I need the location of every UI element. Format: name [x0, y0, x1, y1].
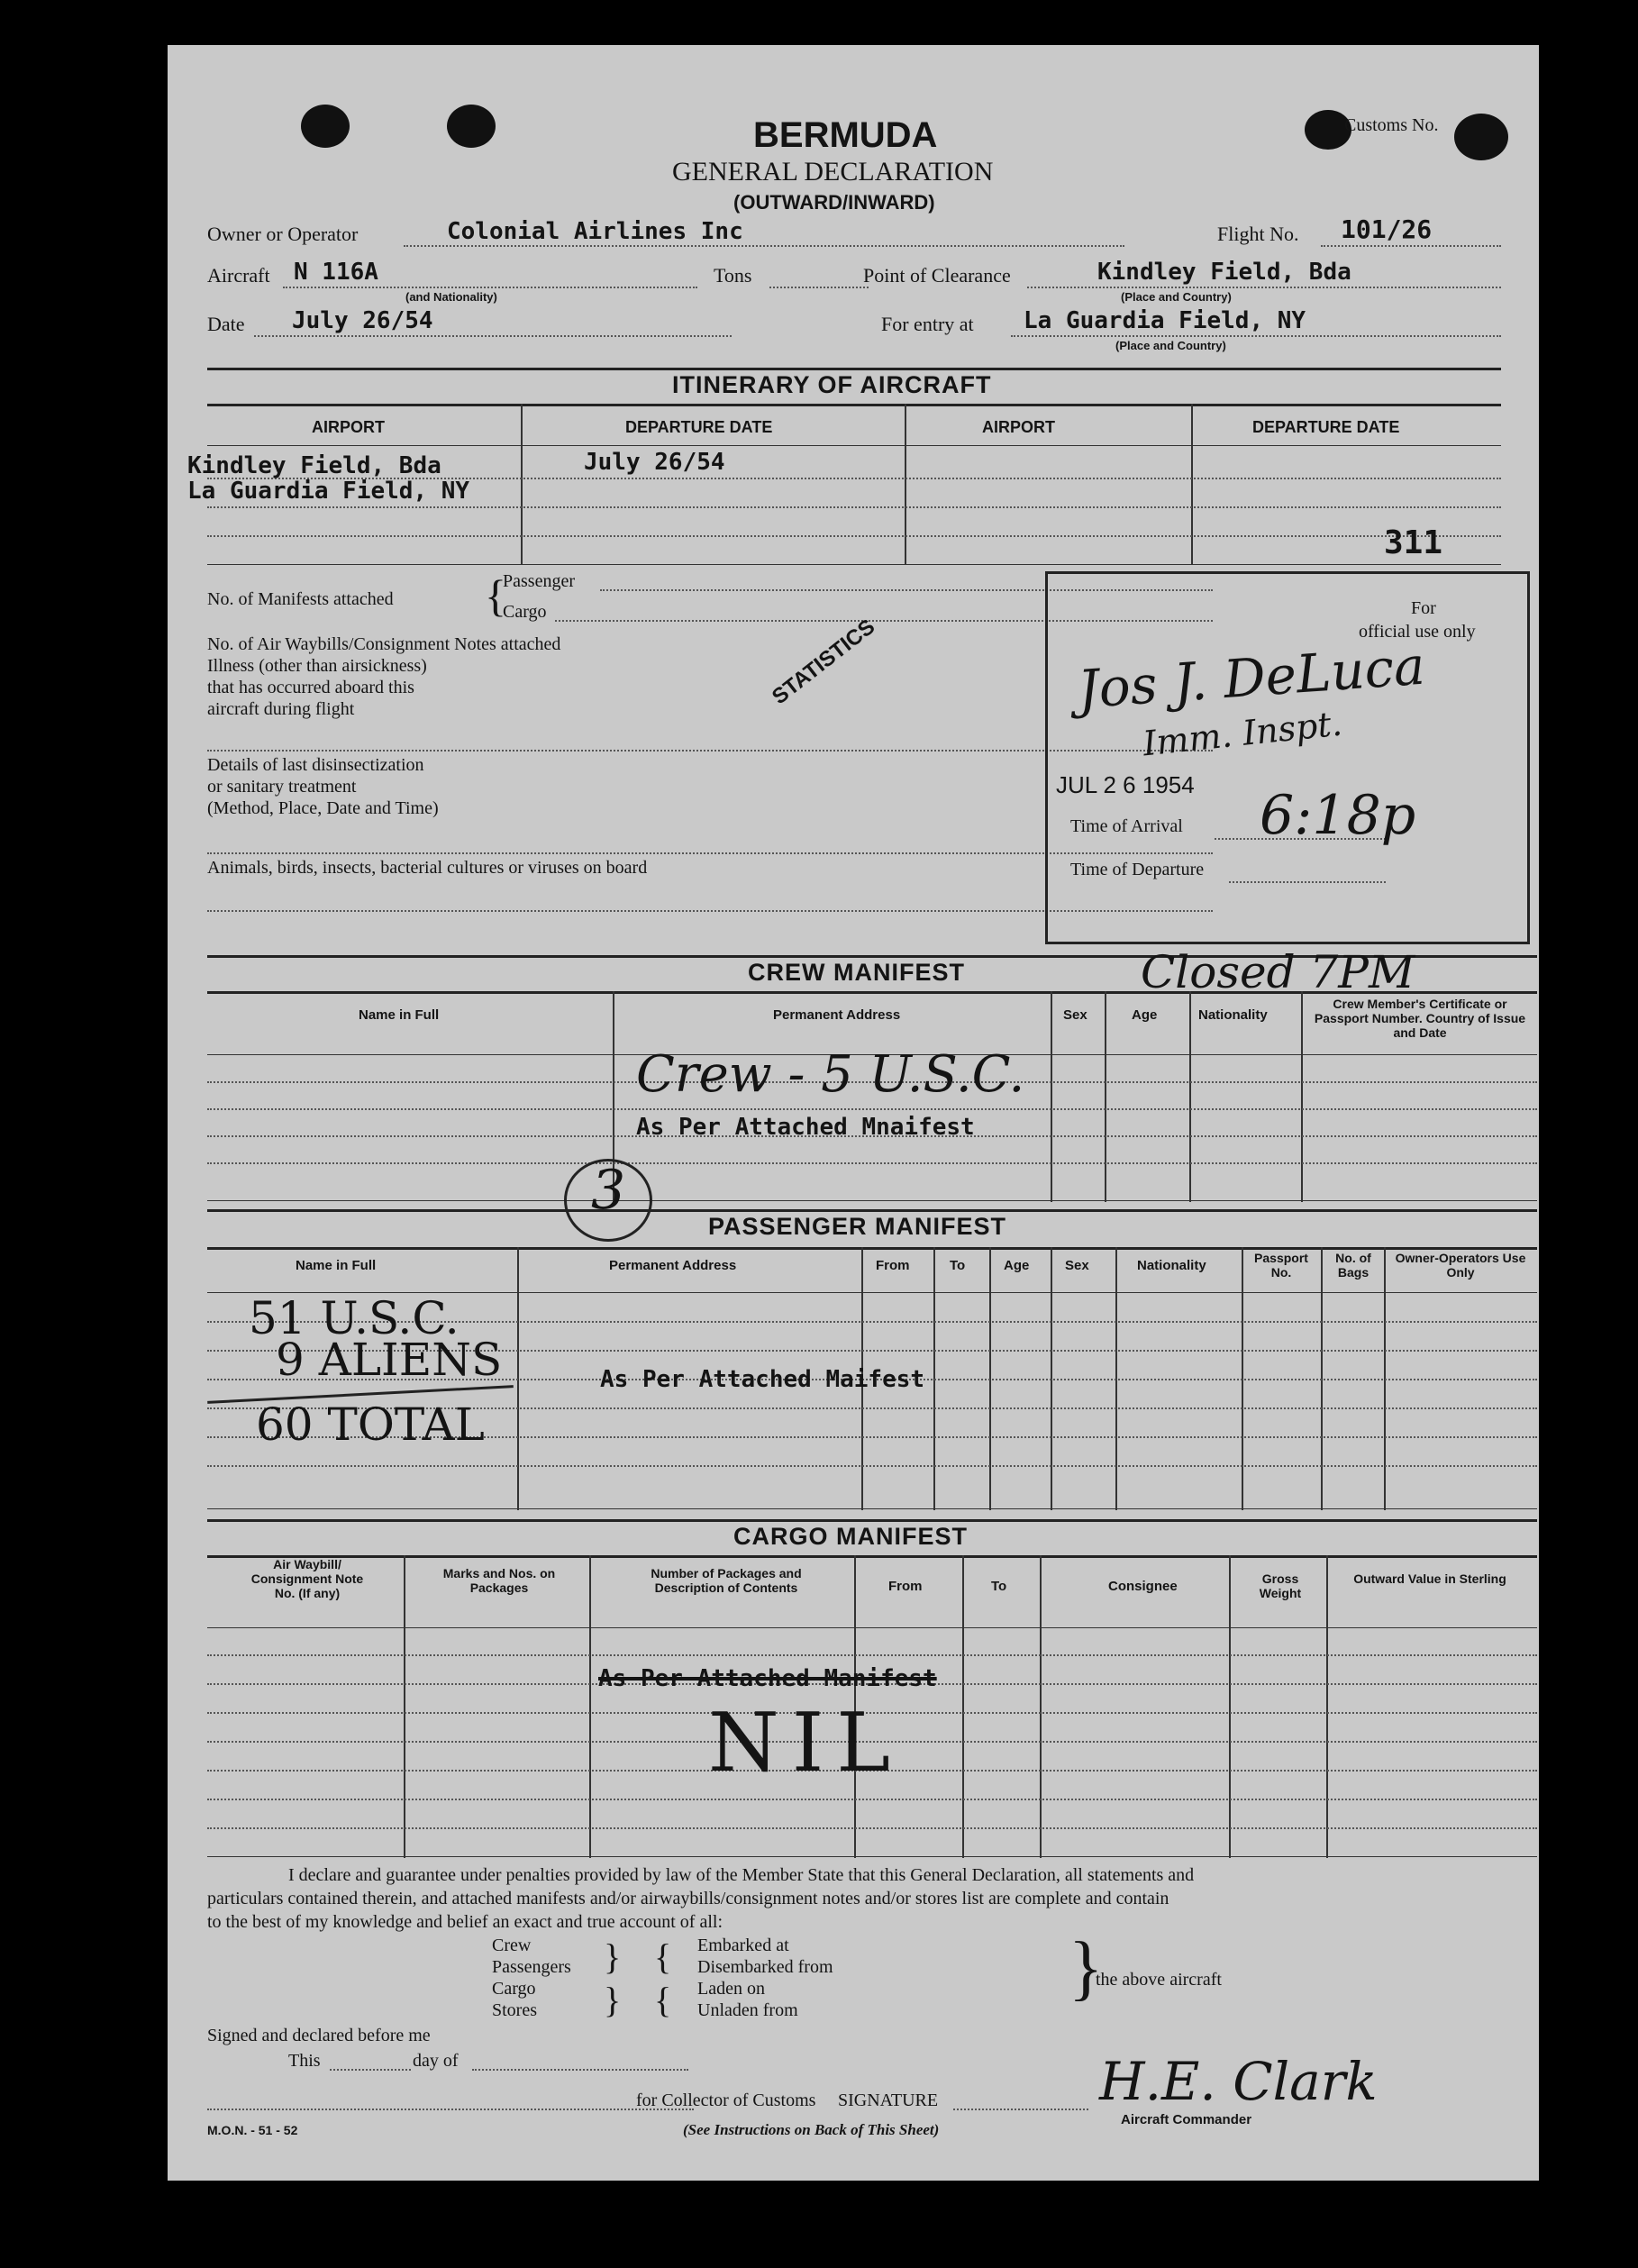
aircraft-label: Aircraft — [207, 264, 270, 287]
signature-label: SIGNATURE — [838, 2090, 939, 2110]
passenger-header-age: Age — [1004, 1258, 1030, 1273]
day-of-label: day of — [413, 2051, 459, 2071]
decl-item-embarked: Embarked at — [697, 1936, 789, 1955]
flight-value: 101/26 — [1341, 214, 1433, 244]
animals-label: Animals, birds, insects, bacterial cultures or viruses on board — [207, 858, 648, 878]
decl-brace-1: } — [604, 1936, 622, 1977]
itinerary-header-departure-2: DEPARTURE DATE — [1252, 418, 1400, 436]
cargo-header-value: Outward Value in Sterling — [1353, 1571, 1506, 1586]
itinerary-header-airport-2: AIRPORT — [982, 418, 1055, 436]
declaration-line-3: to the best of my knowledge and belief an exact and true account of all: — [207, 1912, 723, 1932]
crew-header-address: Permanent Address — [773, 1007, 901, 1023]
itinerary-title: ITINERARY OF AIRCRAFT — [672, 371, 992, 398]
official-signature: Jos J. DeLuca — [1076, 634, 1427, 721]
passenger-header-address: Permanent Address — [609, 1258, 737, 1273]
declaration-line-1: I declare and guarantee under penalties provided by law of the Member State that this General Declaration, all statements and — [288, 1865, 1195, 1885]
aircraft-sub: (and Nationality) — [405, 290, 497, 304]
decl-item-cargo: Cargo — [492, 1979, 536, 1999]
passenger-hand-2: 9 ALIENS — [276, 1334, 503, 1386]
manifests-label: No. of Manifests attached — [207, 589, 394, 609]
passenger-hand-3: 60 TOTAL — [256, 1398, 485, 1451]
decl-item-stores: Stores — [492, 2000, 537, 2020]
decl-item-unladen: Unladen from — [697, 2000, 798, 2020]
punch-hole-corner — [1454, 114, 1508, 160]
entry-label: For entry at — [881, 313, 974, 335]
decl-brace-2: } — [604, 1980, 622, 2020]
official-use-label: official use only — [1359, 622, 1476, 642]
passenger-header-from: From — [876, 1258, 910, 1273]
crew-typed: As Per Attached Mnaifest — [636, 1114, 975, 1141]
date-stamp: JUL 2 6 1954 — [1056, 771, 1195, 798]
disinsect-line-1: Details of last disinsectization — [207, 755, 424, 775]
owner-value: Colonial Airlines Inc — [447, 218, 743, 245]
illness-line-1: Illness (other than airsickness) — [207, 656, 427, 676]
decl-item-passengers: Passengers — [492, 1957, 571, 1977]
cargo-struck-text: As Per Attached Manifest — [598, 1665, 937, 1692]
cargo-header-consignee: Consignee — [1108, 1579, 1178, 1594]
punch-hole-middle — [447, 105, 496, 148]
statistics-stamp: STATISTICS — [768, 614, 880, 710]
this-label: This — [288, 2051, 321, 2071]
cargo-count-label: Cargo — [503, 602, 547, 622]
cargo-header-description: Number of Packages and Description of Contents — [651, 1566, 802, 1596]
above-aircraft-label: the above aircraft — [1096, 1970, 1222, 1990]
passenger-typed: As Per Attached Maifest — [600, 1366, 925, 1393]
passenger-hand-1: 51 U.S.C. — [249, 1292, 460, 1344]
aircraft-value: N 116A — [294, 259, 378, 286]
waybills-label: No. of Air Waybills/Consignment Notes attached — [207, 634, 561, 654]
date-label: Date — [207, 313, 245, 335]
official-for-label: For — [1411, 598, 1436, 618]
instructions-note: (See Instructions on Back of This Sheet) — [683, 2121, 940, 2138]
departure-time-label: Time of Departure — [1070, 860, 1205, 879]
customs-no-label: Customs No. — [1344, 115, 1439, 135]
form-direction: (OUTWARD/INWARD) — [733, 191, 935, 214]
flight-label: Flight No. — [1217, 223, 1299, 245]
owner-label: Owner or Operator — [207, 223, 359, 245]
passenger-header-passport: Passport No. — [1254, 1251, 1308, 1280]
crew-closed-note: Closed 7PM — [1141, 946, 1415, 998]
passenger-header-to: To — [950, 1258, 966, 1273]
passenger-count-label: Passenger — [503, 571, 575, 591]
decl-item-laden: Laden on — [697, 1979, 765, 1999]
decl-brace-4: { — [654, 1980, 672, 2020]
cargo-hand-nil: NIL — [708, 1696, 904, 1790]
crew-header-sex: Sex — [1063, 1007, 1087, 1023]
passenger-title: PASSENGER MANIFEST — [708, 1213, 1007, 1240]
cargo-header-waybill: Air Waybill/ Consignment Note No. (If any) — [250, 1557, 364, 1601]
cargo-header-weight: Gross Weight — [1259, 1571, 1302, 1601]
arrival-label: Time of Arrival — [1070, 816, 1183, 836]
manifests-brace: { — [485, 570, 506, 621]
disinsect-line-3: (Method, Place, Date and Time) — [207, 798, 439, 818]
date-value: July 26/54 — [292, 307, 433, 334]
crew-header-nationality: Nationality — [1198, 1007, 1268, 1023]
disinsect-line-2: or sanitary treatment — [207, 777, 357, 797]
itinerary-airport-2: La Guardia Field, NY — [187, 478, 470, 505]
crew-header-name: Name in Full — [359, 1007, 440, 1023]
official-signature-title: Imm. Inspt. — [1141, 703, 1344, 764]
passenger-header-nationality: Nationality — [1137, 1258, 1206, 1273]
form-subtitle: GENERAL DECLARATION — [672, 157, 994, 187]
entry-value: La Guardia Field, NY — [1024, 307, 1306, 334]
form-title: BERMUDA — [753, 115, 938, 155]
clearance-value: Kindley Field, Bda — [1097, 259, 1351, 286]
passenger-header-name: Name in Full — [296, 1258, 377, 1273]
decl-brace-3: { — [654, 1936, 672, 1977]
itinerary-header-airport-1: AIRPORT — [312, 418, 385, 436]
itinerary-airport-1: Kindley Field, Bda — [187, 452, 441, 479]
collector-label: for Collector of Customs — [636, 2090, 816, 2110]
arrival-value: 6:18p — [1260, 784, 1416, 847]
commander-label: Aircraft Commander — [1121, 2112, 1252, 2127]
cargo-header-marks: Marks and Nos. on Packages — [442, 1566, 556, 1596]
circled-number-value: 3 — [591, 1159, 626, 1222]
declaration-line-2: particulars contained therein, and attached manifests and/or airwaybills/consignment notes and/or stores list are complete and contain — [207, 1889, 1169, 1908]
cargo-header-to: To — [991, 1579, 1007, 1594]
signed-label: Signed and declared before me — [207, 2026, 431, 2045]
decl-item-disembarked: Disembarked from — [697, 1957, 833, 1977]
itinerary-number: 311 — [1384, 524, 1443, 561]
illness-line-2: that has occurred aboard this — [207, 678, 414, 697]
crew-header-age: Age — [1132, 1007, 1158, 1023]
itinerary-date-1: July 26/54 — [584, 449, 725, 476]
form-number: M.O.N. - 51 - 52 — [207, 2123, 298, 2137]
punch-hole-left — [301, 105, 350, 148]
clearance-label: Point of Clearance — [863, 264, 1011, 287]
itinerary-header-departure-1: DEPARTURE DATE — [625, 418, 773, 436]
crew-title: CREW MANIFEST — [748, 959, 965, 986]
cargo-title: CARGO MANIFEST — [733, 1523, 968, 1550]
cargo-header-from: From — [888, 1579, 923, 1594]
clearance-sub: (Place and Country) — [1121, 290, 1232, 304]
passenger-header-bags: No. of Bags — [1335, 1251, 1371, 1280]
tons-label: Tons — [714, 264, 752, 287]
crew-header-certificate: Crew Member's Certificate or Passport Number. Country of Issue and Date — [1314, 997, 1526, 1041]
crew-handwritten: Crew - 5 U.S.C. — [636, 1045, 1025, 1104]
decl-big-brace: } — [1069, 1928, 1104, 2008]
passenger-header-owner-use: Owner-Operators Use Only — [1395, 1251, 1526, 1280]
illness-line-3: aircraft during flight — [207, 699, 355, 719]
entry-sub: (Place and Country) — [1115, 339, 1226, 352]
declaration-sheet — [168, 45, 1539, 2181]
commander-signature: H.E. Clark — [1099, 2051, 1378, 2112]
passenger-header-sex: Sex — [1065, 1258, 1089, 1273]
decl-item-crew: Crew — [492, 1936, 532, 1955]
